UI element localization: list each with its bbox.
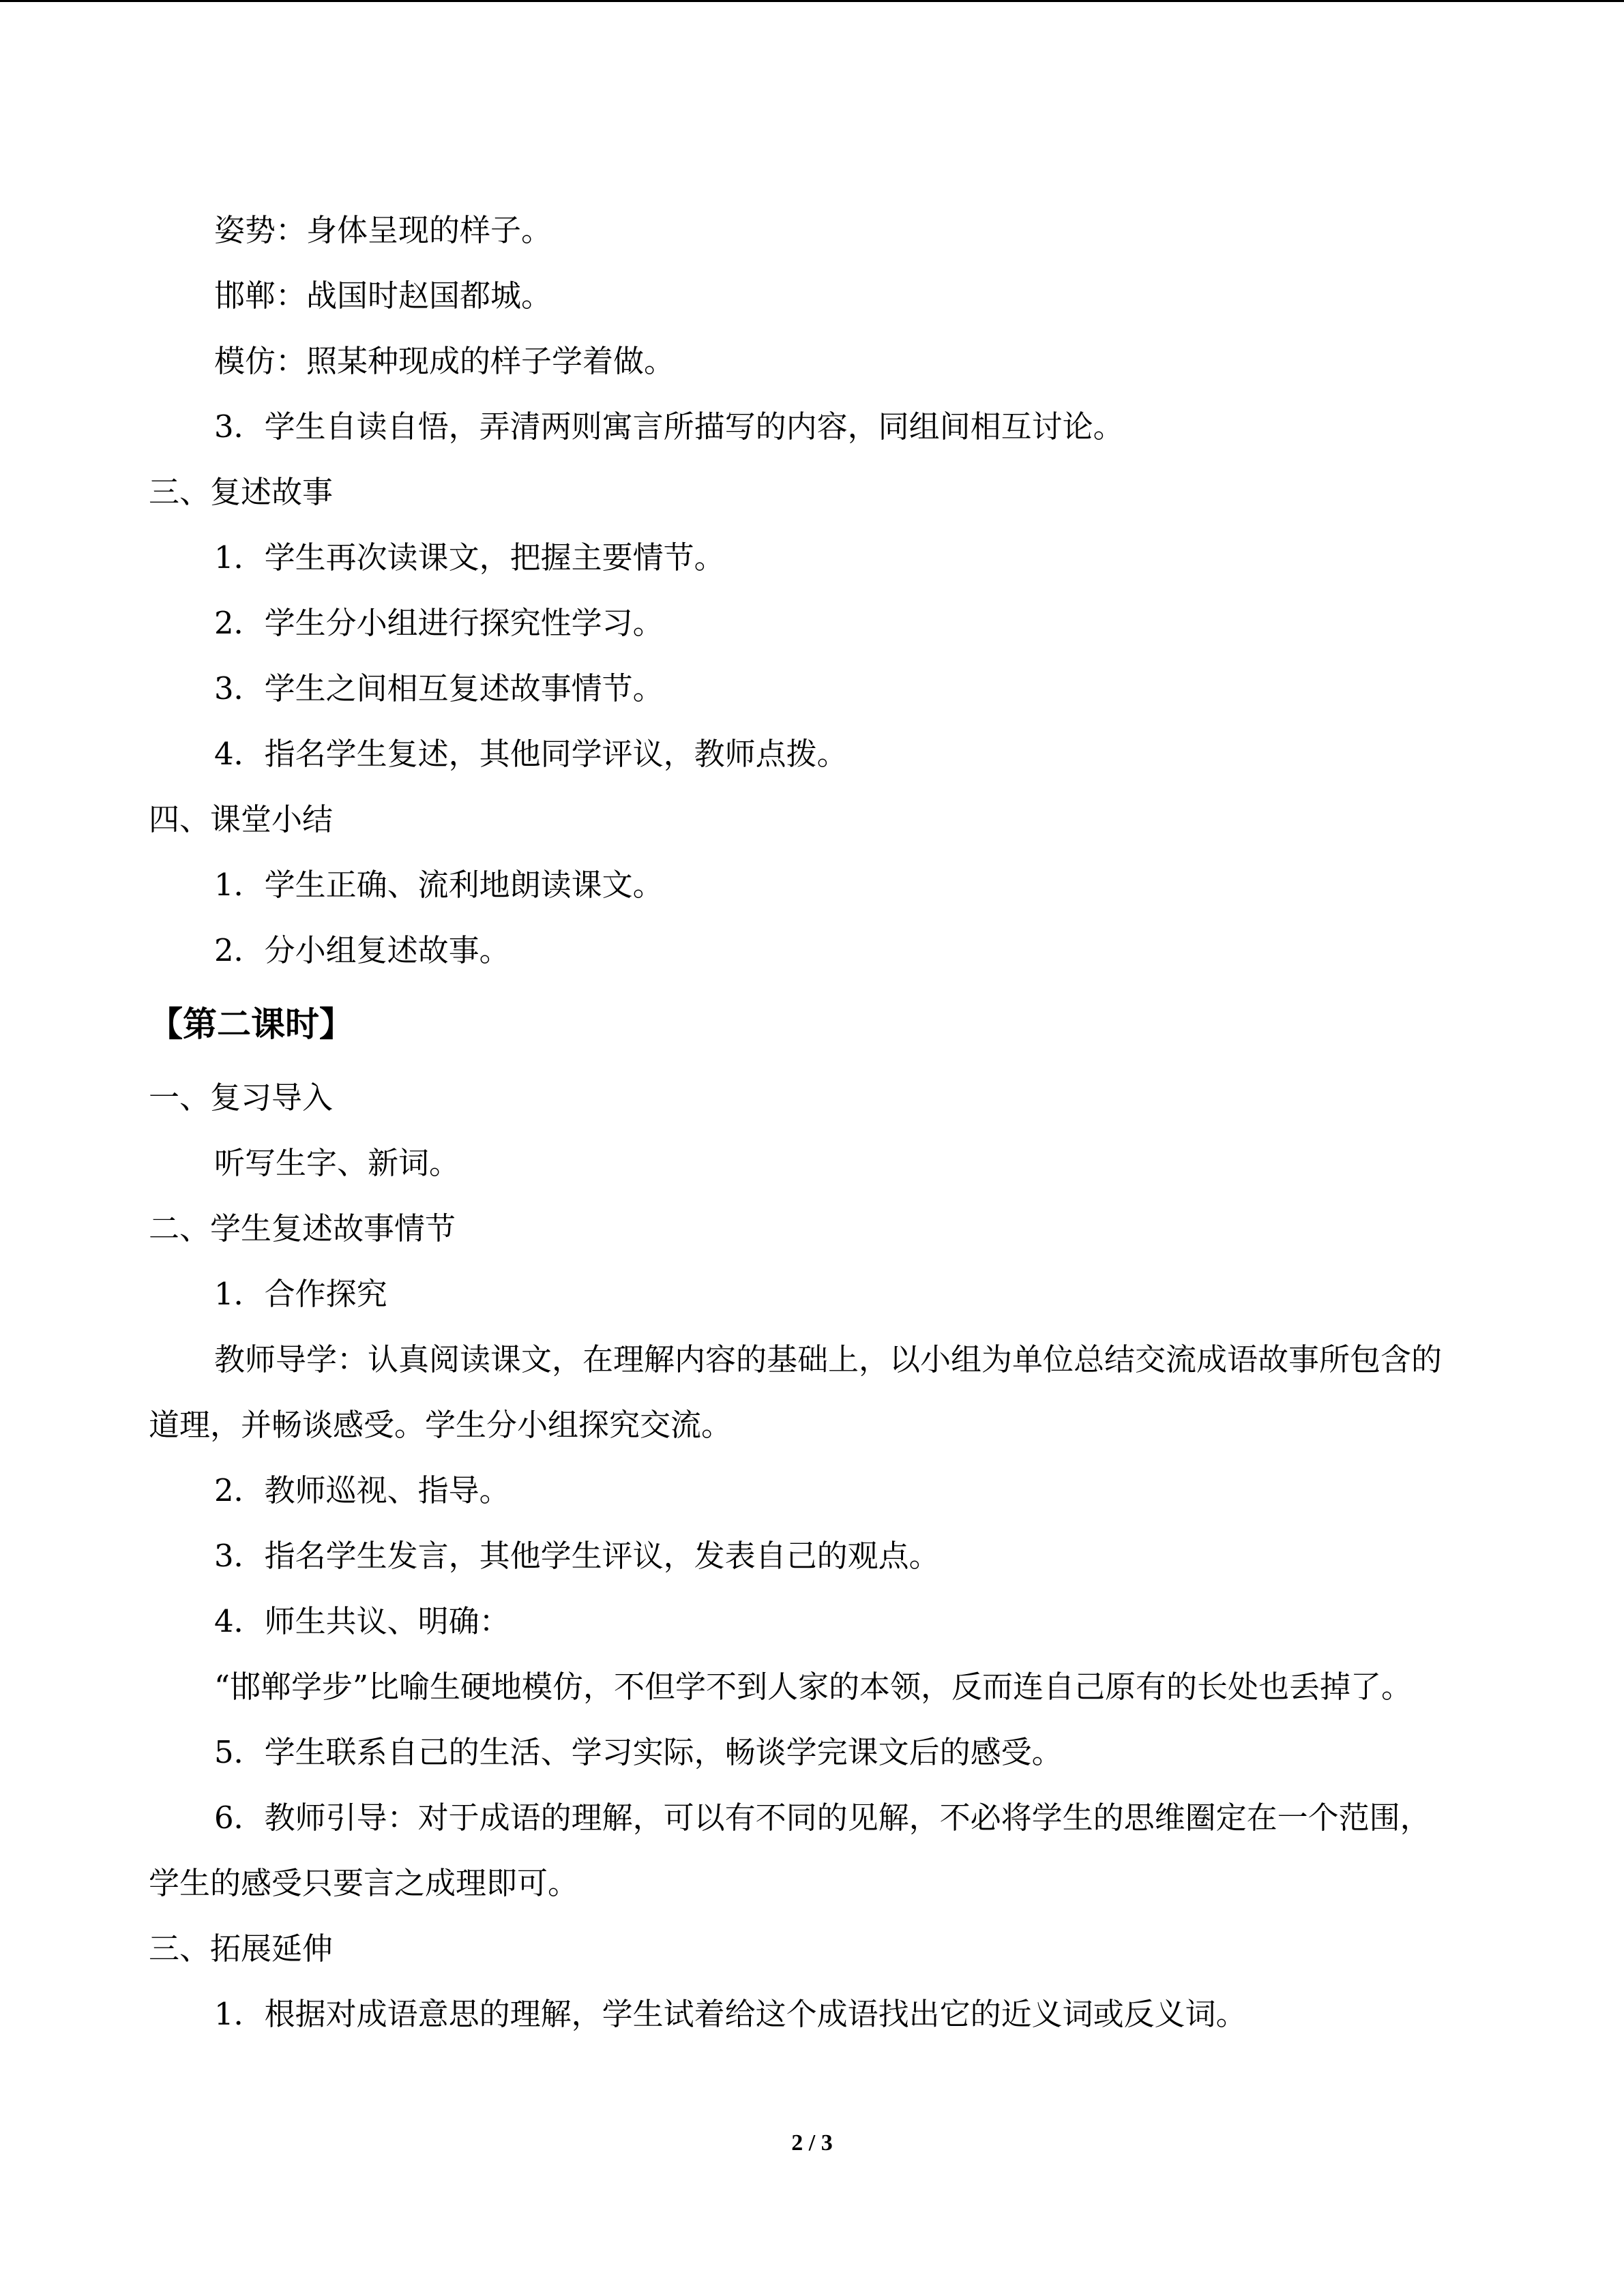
section-heading-extension: 三、拓展延伸 — [149, 1930, 334, 1967]
section-heading-student-retell: 二、学生复述故事情节 — [149, 1210, 456, 1247]
step-student-speak: 3．指名学生发言，其他学生评议，发表自己的观点。 — [214, 1538, 940, 1574]
step-connect-life: 5．学生联系自己的生活、学习实际，畅谈学完课文后的感受。 — [214, 1734, 1063, 1770]
step-teacher-patrol: 2．教师巡视、指导。 — [214, 1472, 510, 1508]
step-group-retell: 2．分小组复述故事。 — [214, 932, 510, 968]
definition-posture: 姿势：身体呈现的样子。 — [214, 212, 552, 248]
page-number: 2 / 3 — [791, 2130, 833, 2156]
step-cooperative: 1．合作探究 — [214, 1276, 387, 1312]
step-group-study: 2．学生分小组进行探究性学习。 — [214, 605, 664, 641]
definition-handan: 邯郸：战国时赵国都城。 — [214, 278, 552, 314]
section-heading-review: 一、复习导入 — [149, 1079, 334, 1116]
step-named-retell: 4．指名学生复述，其他同学评议，教师点拨。 — [214, 736, 848, 772]
step-mutual-retell: 3．学生之间相互复述故事情节。 — [214, 670, 664, 706]
step-self-read: 3．学生自读自悟，弄清两则寓言所描写的内容，同组间相互讨论。 — [214, 408, 1124, 445]
step-dictation: 听写生字、新词。 — [214, 1145, 460, 1181]
step-reread: 1．学生再次读课文，把握主要情节。 — [214, 539, 725, 576]
section-heading-summary: 四、课堂小结 — [149, 801, 334, 837]
step-read-aloud: 1．学生正确、流利地朗读课文。 — [214, 867, 664, 903]
section-heading-retell: 三、复述故事 — [149, 474, 334, 510]
paragraph-teacher-lead: 6．教师引导：对于成语的理解，可以有不同的见解，不必将学生的思维圈定在一个范围，学生的感受只要言之成理即可。 — [149, 1800, 1431, 1901]
top-border-line — [0, 0, 1624, 2]
step-discussion: 4．师生共议、明确： — [214, 1603, 510, 1639]
step-synonym-antonym: 1．根据对成语意思的理解，学生试着给这个成语找出它的近义词或反义词。 — [214, 1996, 1247, 2032]
lesson-heading: 【第二课时】 — [149, 1004, 353, 1044]
document-body — [149, 198, 1458, 2047]
paragraph-idiom-meaning: “邯郸学步”比喻生硬地模仿，不但学不到人家的本领，反而连自己原有的长处也丢掉了。 — [214, 1669, 1413, 1705]
definition-imitate: 模仿：照某种现成的样子学着做。 — [214, 343, 675, 379]
paragraph-teacher-guide: 教师导学：认真阅读课文，在理解内容的基础上，以小组为单位总结交流成语故事所包含的道理，并畅谈感受。学生分小组探究交流。 — [149, 1341, 1443, 1443]
